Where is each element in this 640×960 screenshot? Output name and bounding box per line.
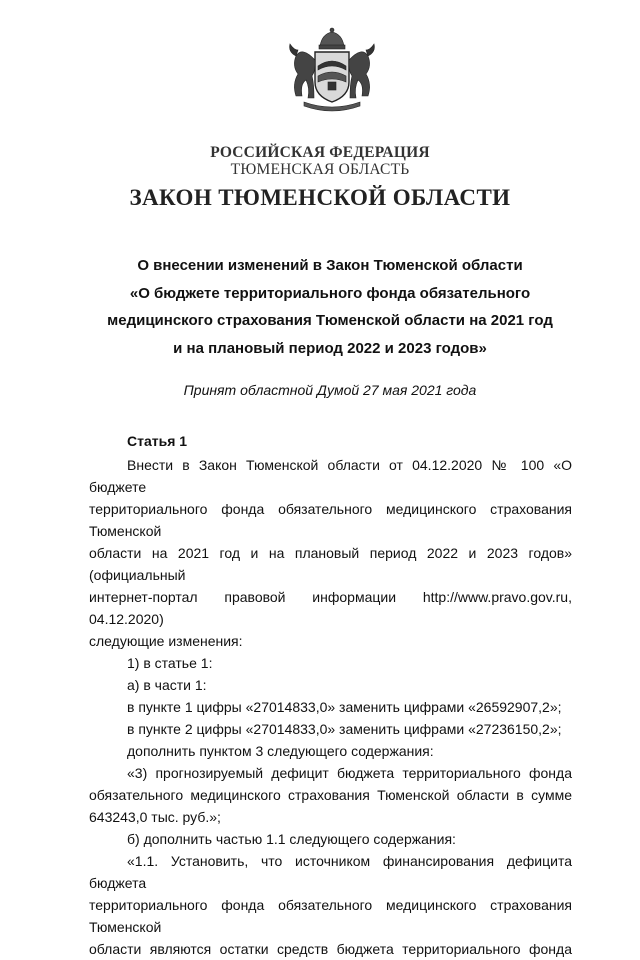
law-title-line: медицинского страхования Тюменской области на 2021 год bbox=[107, 312, 553, 329]
paragraph: б) дополнить частью 1.1 следующего содержания: bbox=[127, 831, 456, 847]
law-title-line: и на плановый период 2022 и 2023 годов» bbox=[173, 339, 487, 357]
article-text-line: «3) прогнозируемый дефицит бюджета территориального фонда bbox=[127, 765, 572, 781]
law-body bbox=[89, 430, 572, 960]
article-text-line: территориального фонда обязательного медицинского страхования Тюменской bbox=[89, 897, 572, 935]
region-heading: ТЮМЕНСКАЯ ОБЛАСТЬ bbox=[230, 161, 410, 178]
country-heading: РОССИЙСКАЯ ФЕДЕРАЦИЯ bbox=[210, 144, 430, 161]
article-text-line: Внести в Закон Тюменской области от 04.12.2020 № 100 «О бюджете bbox=[89, 457, 572, 495]
adoption-note: Принят областной Думой 27 мая 2021 года bbox=[183, 382, 477, 398]
article-heading: Статья 1 bbox=[127, 433, 188, 449]
paragraph: 1) в статье 1: bbox=[127, 655, 213, 671]
paragraph: дополнить пунктом 3 следующего содержания: bbox=[127, 743, 434, 759]
law-title-line: «О бюджете территориального фонда обязательного bbox=[129, 284, 531, 302]
paragraph: в пункте 1 цифры «27014833,0» заменить цифрами «26592907,2»; bbox=[127, 699, 562, 715]
coat-of-arms-emblem bbox=[282, 26, 382, 114]
article-text-line: территориального фонда обязательного медицинского страхования Тюменской bbox=[89, 501, 572, 539]
article-text-line: «1.1. Установить, что источником финансирования дефицита бюджета bbox=[89, 853, 572, 891]
law-title bbox=[60, 252, 600, 362]
article-text-line: следующие изменения: bbox=[89, 633, 243, 649]
law-type-heading: ЗАКОН ТЮМЕНСКОЙ ОБЛАСТИ bbox=[129, 185, 511, 210]
article-text-line: 643243,0 тыс. руб.»; bbox=[89, 809, 221, 825]
article-text-line: обязательного медицинского страхования Тюменской области в сумме bbox=[89, 787, 572, 803]
article-text-line: области являются остатки средств бюджета территориального фонда bbox=[89, 941, 572, 957]
article-text-line: интернет-портал правовой информации http://www.pravo.gov.ru, 04.12.2020) bbox=[89, 589, 572, 627]
paragraph: в пункте 2 цифры «27014833,0» заменить цифрами «27236150,2»; bbox=[127, 721, 562, 737]
article-text-line: области на 2021 год и на плановый период 2022 и 2023 годов» (официальный bbox=[89, 545, 572, 583]
paragraph: а) в части 1: bbox=[127, 677, 207, 693]
law-title-line: О внесении изменений в Закон Тюменской области bbox=[137, 257, 523, 274]
